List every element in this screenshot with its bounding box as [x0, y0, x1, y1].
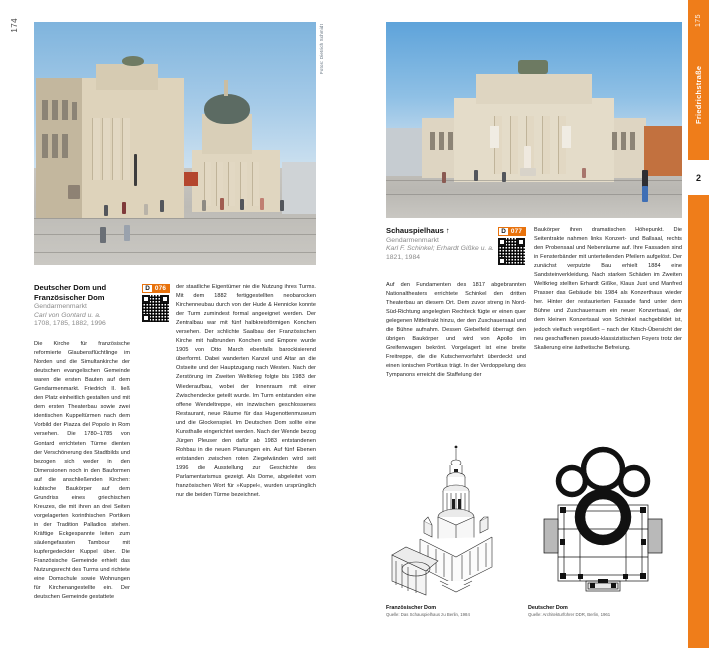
pedestrian	[202, 200, 206, 211]
body-text-left-col1: Die Kirche für französische reformierte Glaubensflüchtlinge im Norden und die Simultankirche der deutschen evangelischen Gemeinde waren die ersten Bauten auf dem Gendarmenmarkt. Friedrich II. ließ den Platz einheitlich gestalten und mit dem ersten Theaterbau sowie zwei identischen Kuppeltürmen nach dem Vorbild der Piazza del Popolo in Rom versehen. Die 1780–1785 von Gontard errichteten Türme dienten der Verschönerung des Stadtbilds und bezogen sich weder in den Dimensionen noch in den Bauformen auf die anschließenden Kirchen: kubische Baukörper auf dem Grundriss eines griechischen Kreuzes, die mit ihren an drei Seiten vorgelagerten korinthischen Portiken in der Tradition Palladios stehen. Kräftige Eckgespannte leiten zum säulengefassten Tambour mit kupfergedeckter Kuppel über. Die Französische Gemeinde erhielt das Nutzungsrecht des Turms und richtete eine Domschule sowie Wohnungen für Kirchenangestellte ein. Der deutschen Gemeinde gestattete	[34, 341, 130, 601]
badge-letter: D	[143, 285, 152, 292]
lamp-post	[134, 154, 137, 186]
apollo-quadriga	[518, 60, 548, 74]
page-folio-left: 174	[10, 18, 19, 33]
pedestrian	[220, 198, 224, 210]
pavement-joint	[34, 218, 316, 219]
pedestrian	[144, 204, 148, 215]
entry-title-line2: Französischer Dom	[34, 292, 105, 302]
market-stall	[68, 185, 80, 199]
pavement-joint	[34, 234, 316, 235]
pedestrian	[104, 205, 108, 216]
portico-column	[92, 118, 100, 180]
pedestrian	[160, 200, 164, 212]
entry-heading-deutscher-dom	[34, 283, 130, 329]
facade-window	[612, 132, 617, 150]
portico-column	[102, 118, 110, 180]
facade-window	[52, 100, 58, 120]
body-text-right-col1: Auf den Fundamenten des 1817 abgebrannten Nationaltheaters errichtete Schinkel den dritten Theaterbau an diesem Ort. Dem zuvor streng in Nord-Süd-Richtung angelegten Rechteck fügte er einen quer gelegenen Mitteltrakt hinzu, der den Zuschauersaal und die Bühne aufnahm. Dessen Giebelfeld überragt den übrigen Baukörper und wird von Apollo im Greifenwagen bekrönt. Vorgelagert ist eine breite Freitreppe, die die Kutschenvorfahrt überdeckt und einen ionischen Portikus trägt. In der Verdoppelung des Tympanons erreicht die Staffelung der	[386, 282, 526, 379]
qr-code-077[interactable]	[498, 238, 525, 265]
pedestrian	[124, 225, 130, 241]
pavement-joint	[386, 194, 682, 195]
tab-section-label: Friedrichstraße	[694, 65, 703, 125]
body-text-left-col2: der staatliche Eigentümer nie die Nutzung ihres Turms. Mit dem 1882 fertiggestellten neobarocken Kirchenneubau durch von der Hude & Hennicke konnte der Turm zumindest formal angeeignet werden. Der Zentralbau war mit fünf halbkreisförmigen Konchen versehen. Der schlichte Saalbau der Französischen Kirche mit halbrunden Konchen und Empore wurde 1905 von Otto March ebenfalls barockisierend überformt. Dabei wanderten Kanzel und Altar an die Ostseite und der Hauptzugang nach Westen. Nach der Zerstörung im Zweiten Weltkrieg folgte bis 1983 der Wiederaufbau, wobei der Innenraum mit einer Zwischendecke geteilt wurde. Im Turm entstanden eine offene Wendeltreppe, ein inzwischen geschlossenes Restaurant, neue Räume für das Hugenottenmuseum und die Glockenspiel. Im Deutschen Dom sollte eine Kunsthalle eingerichtet werden. Nach der Wende bezog Jürgen Pleuser den dafür ab 1983 entstandenen Rohbau in die neuen Planungen ein. Auf fünf Ebenen entstanden zwischen roten Ziegelwänden wird seit 1996 die Ausstellung zur Geschichte des Parlamentarismus gezeigt. Als Dome, abgeleitet vom französischen Wort für »Kuppel«, wurden ursprünglich nur die beiden Türme bezeichnet.	[176, 284, 316, 499]
portico-column	[122, 118, 130, 180]
facade-window	[42, 134, 48, 158]
figure-deutscher-dom	[528, 443, 678, 617]
entry-location: Gendarmenmarkt	[34, 303, 87, 311]
entry-badge-076	[142, 284, 170, 293]
dom-cupola	[204, 94, 250, 124]
pavement-joint	[386, 180, 682, 181]
monument-base	[520, 168, 536, 176]
facade-window	[72, 102, 77, 120]
entry-location: Gendarmenmarkt	[386, 236, 439, 244]
figure-caption-source: Quelle: Das Schauspielhaus zu Berlin, 1984	[386, 612, 470, 617]
figure-caption-title: Französischer Dom	[386, 605, 437, 611]
portico-column	[510, 116, 518, 174]
facade-window	[448, 132, 453, 150]
facade-window	[42, 100, 48, 120]
facade-window	[52, 134, 58, 158]
chapter-number-marker: 2	[688, 160, 709, 195]
upper-pediment-block	[476, 74, 592, 104]
dom-column	[228, 162, 235, 206]
portico-column	[112, 118, 120, 180]
pedestrian	[280, 200, 284, 211]
pedestrian	[474, 170, 478, 181]
figure-caption-title: Deutscher Dom	[528, 605, 568, 611]
background-building-left	[386, 128, 422, 176]
entry-architect: Karl F. Schinkel; Erhardt Gißke u. a.	[386, 245, 494, 253]
pedestrian	[442, 172, 446, 183]
background-building-right	[644, 126, 682, 176]
floor-plan-drawing	[528, 443, 678, 598]
entry-years: 1821, 1984	[386, 253, 421, 261]
entry-title-line1: Schauspielhaus ↑	[386, 226, 450, 235]
entry-title-line1: Deutscher Dom und	[34, 283, 107, 292]
facade-window	[621, 132, 626, 150]
entry-badge-block-076[interactable]	[142, 284, 170, 322]
qr-code-076[interactable]	[142, 295, 169, 322]
entry-architect: Carl von Gontard u. a.	[34, 311, 101, 319]
banner	[562, 126, 571, 148]
facade-window	[430, 132, 435, 150]
tab-page-folio: 175	[695, 14, 702, 28]
konzerthaus-attic	[96, 64, 158, 90]
quadriga-group	[122, 56, 144, 66]
badge-number: 077	[508, 228, 525, 235]
photo-credit: Fotos: Dietrich Schmidt	[319, 24, 324, 74]
facade-window	[630, 132, 635, 150]
photo-gendarmenmarkt	[34, 22, 316, 265]
facade-window	[62, 100, 68, 120]
pedestrian	[260, 198, 264, 210]
background-building	[282, 162, 316, 214]
banner	[490, 126, 499, 148]
figure-caption-source: Quelle: Architekturführer DDR, Berlin, 1961	[528, 612, 611, 617]
entry-years: 1708, 1785, 1882, 1996	[34, 320, 106, 328]
dom-lantern	[224, 80, 228, 96]
facade-window	[62, 134, 68, 158]
badge-letter: D	[499, 228, 508, 235]
dom-column	[252, 162, 259, 206]
entry-badge-block-077[interactable]	[498, 227, 526, 265]
body-text-right-col2: Baukörper ihren dramatischen Höhepunkt. Die Seitentrakte nahmen links Konzert- und Ballsaal, rechts den Probensaal und Nebenräume auf. Ihre Fassaden sind in Fensterbänder mit unterteilenden Pfeilern aufgelöst. Der zunächst verputzte Bau erhielt 1884 eine Sandsteinverkleidung. Nach starken Schäden im Zweiten Weltkrieg stellten Erhardt Gißke, Klaus Just und Manfred Prasser das Gebäude bis 1984 als Konzerthaus wieder her. Hinter der restaurierten Fassade fand unter dem Bühne und Zuschauerraum ein neuer Konzertsaal, der dem kleinen Konzertsaal von Schinkel nachgebildet ist, jedoch vielfach vergrößert – nach der Kitsch-Übersicht der neu geschaffenen pseudo-klassizistischen Foyers trotz der Skalierung eine ästhetische Befreiung.	[534, 227, 682, 351]
facade-window	[439, 132, 444, 150]
pedestrian-legs	[642, 186, 648, 202]
badge-number: 076	[152, 285, 169, 292]
photo-schauspielhaus	[386, 22, 682, 218]
figure-franzoesischer-dom	[386, 443, 526, 617]
pedestrian	[122, 202, 126, 214]
pedestrian	[100, 227, 106, 243]
axonometric-drawing	[386, 443, 526, 598]
pedestrian	[582, 168, 586, 178]
pavement-joint	[34, 252, 316, 253]
entry-badge-077	[498, 227, 526, 236]
section-tab-lower[interactable]	[688, 195, 709, 648]
pedestrian	[240, 199, 244, 210]
portico-column	[542, 116, 550, 174]
pedestrian	[502, 172, 506, 182]
red-roof	[184, 172, 198, 186]
